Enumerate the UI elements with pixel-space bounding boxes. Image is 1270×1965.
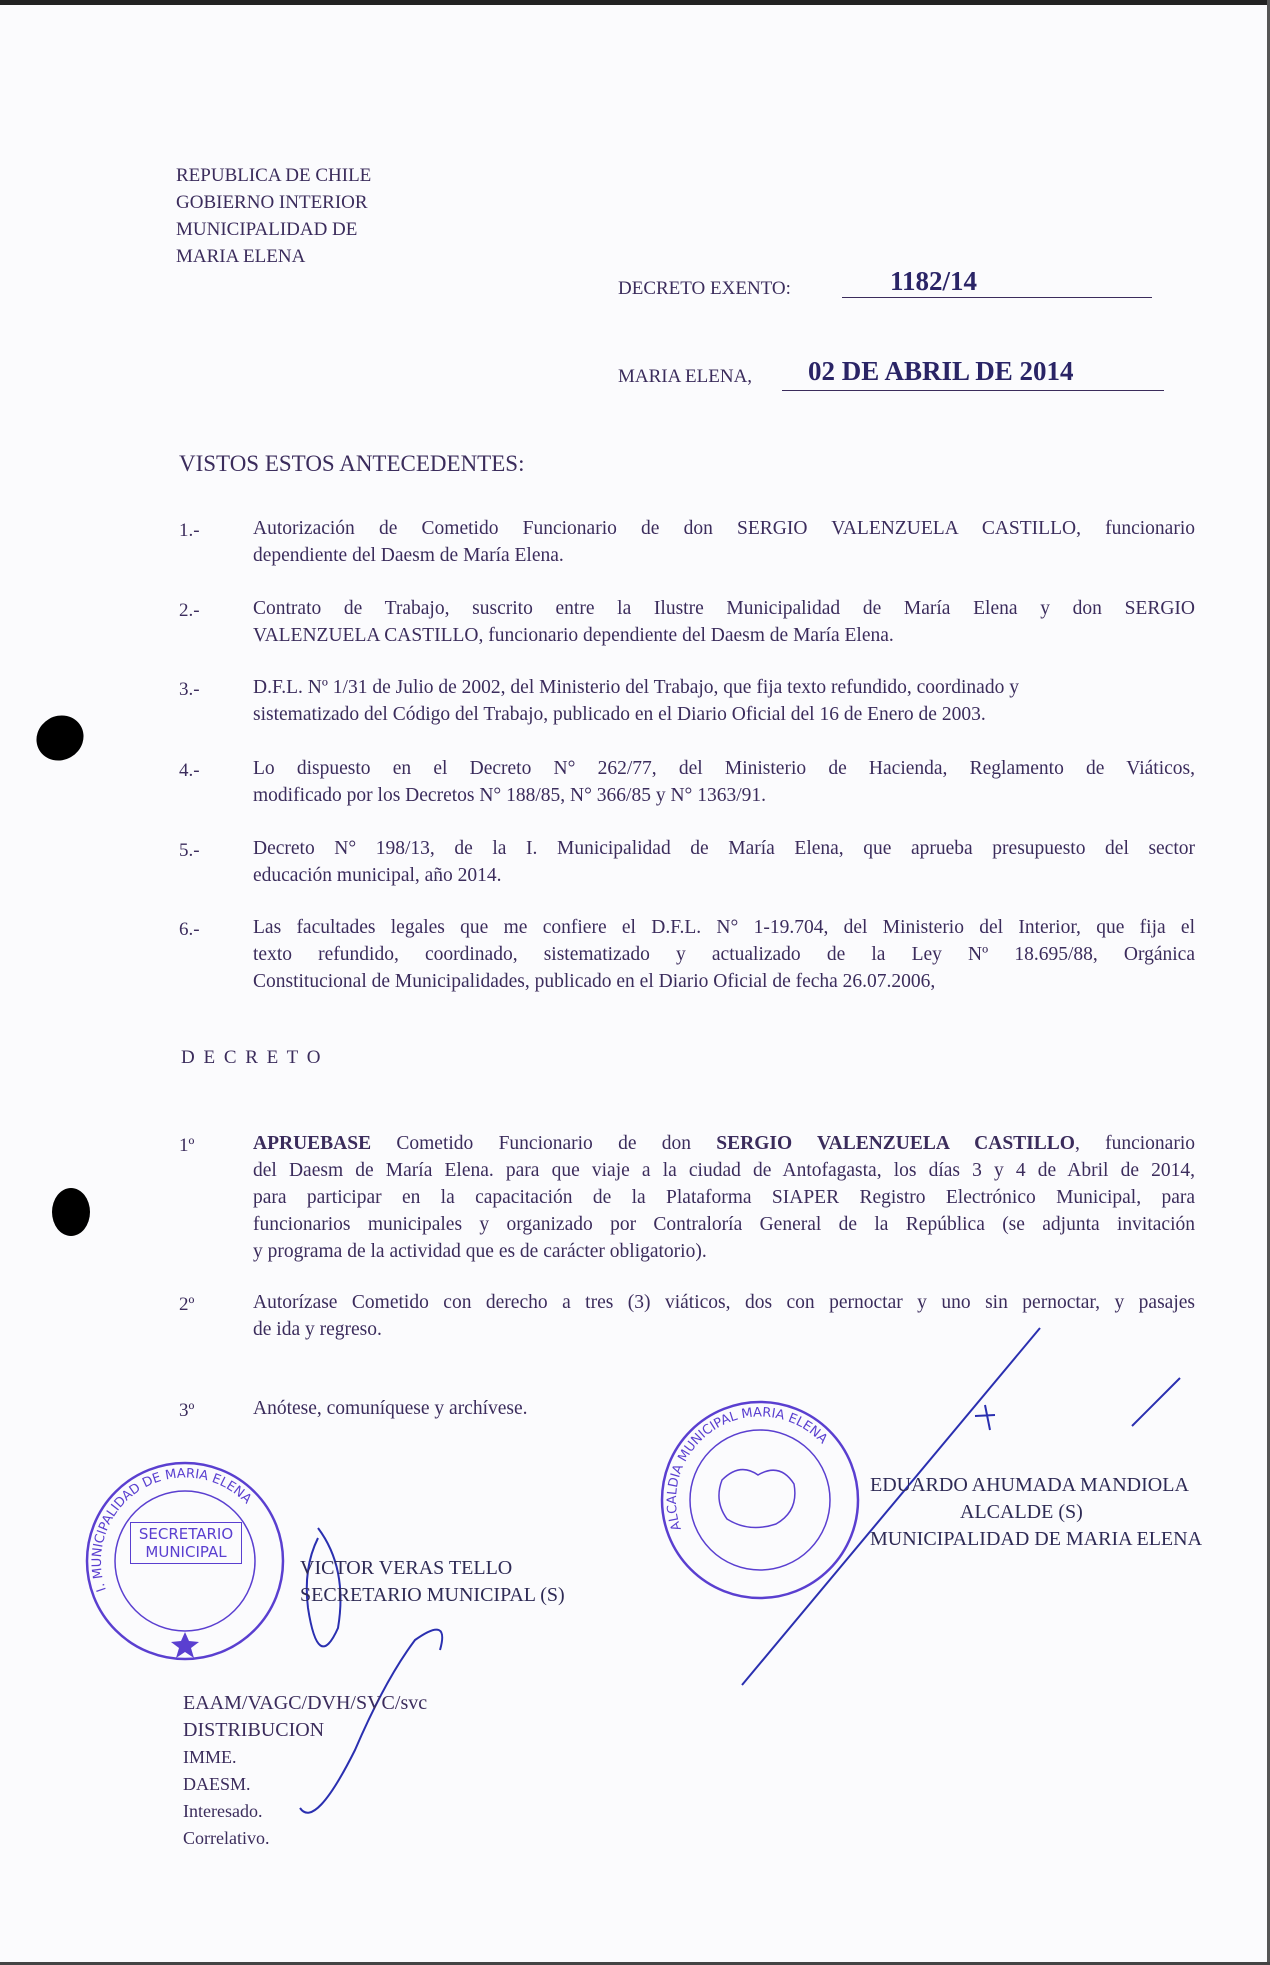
- article-line: y programa de la actividad que es de carácter obligatorio).: [253, 1241, 707, 1262]
- header-line: GOBIERNO INTERIOR: [176, 192, 368, 213]
- secretary-title: SECRETARIO MUNICIPAL (S): [300, 1584, 565, 1606]
- place-label: MARIA ELENA,: [618, 366, 753, 387]
- mayor-organization: MUNICIPALIDAD DE MARIA ELENA: [870, 1528, 1203, 1550]
- decree-number: 1182/14: [890, 266, 978, 296]
- item-line: Lo dispuesto en el Decreto N° 262/77, del Ministerio de Hacienda, Reglamento de Viáticos,: [253, 758, 1195, 779]
- initials: EAAM/VAGC/DVH/SVC/svc: [183, 1692, 428, 1714]
- article-line: funcionarios municipales y organizado por Contraloría General de la República (se adjunta invitación: [253, 1214, 1195, 1235]
- header-line: MUNICIPALIDAD DE: [176, 219, 358, 240]
- item-line: dependiente del Daesm de María Elena.: [253, 545, 564, 566]
- article-line: para participar en la capacitación de la Plataforma SIAPER Registro Electrónico Municipal, para: [253, 1187, 1195, 1208]
- official-name: SERGIO VALENZUELA CASTILLO: [716, 1133, 1075, 1154]
- approve-keyword: APRUEBASE: [253, 1133, 372, 1154]
- item-number: 3.-: [179, 679, 200, 700]
- article-line: Anótese, comuníquese y archívese.: [253, 1398, 528, 1419]
- item-number: 5.-: [179, 840, 200, 861]
- vistos-title: VISTOS ESTOS ANTECEDENTES:: [179, 451, 525, 476]
- article-line: del Daesm de María Elena. para que viaje a la ciudad de Antofagasta, los días 3 y 4 de Abril de 2014,: [253, 1160, 1195, 1181]
- item-line: Decreto N° 198/13, de la I. Municipalidad de María Elena, que aprueba presupuesto del sector: [253, 838, 1195, 859]
- item-number: 4.-: [179, 760, 200, 781]
- star-icon: [171, 1632, 199, 1658]
- stamp-ring-text: I. MUNICIPALIDAD DE MARIA ELENA: [89, 1466, 255, 1594]
- text: Cometido Funcionario de don: [371, 1133, 717, 1154]
- item-number: 1.-: [179, 520, 200, 541]
- stamp-center-text: SECRETARIO MUNICIPAL: [130, 1522, 242, 1564]
- item-number: 6.-: [179, 919, 200, 940]
- recipient: DAESM.: [183, 1774, 251, 1794]
- item-line: Las facultades legales que me confiere el D.F.L. N° 1-19.704, del Ministerio del Interior, que fija el: [253, 917, 1195, 938]
- secretary-name: VICTOR VERAS TELLO: [300, 1557, 513, 1579]
- mayor-stamp: [662, 1402, 858, 1598]
- article-number: 3º: [179, 1400, 195, 1421]
- header-line: MARIA ELENA: [176, 246, 306, 267]
- recipient: IMME.: [183, 1747, 237, 1767]
- item-line: Autorización de Cometido Funcionario de don SERGIO VALENZUELA CASTILLO, funcionario: [253, 518, 1195, 539]
- item-line: sistematizado del Código del Trabajo, publicado en el Diario Oficial del 16 de Enero de 2003.: [253, 704, 986, 725]
- item-line: Constitucional de Municipalidades, publicado en el Diario Oficial de fecha 26.07.2006,: [253, 971, 936, 992]
- decreto-title: D E C R E T O: [181, 1047, 323, 1068]
- coat-of-arms-icon: [719, 1470, 795, 1528]
- item-line: D.F.L. Nº 1/31 de Julio de 2002, del Ministerio del Trabajo, que fija texto refundido, coordinado y: [253, 677, 1019, 698]
- text: , funcionario: [1074, 1133, 1195, 1154]
- mayor-name: EDUARDO AHUMADA MANDIOLA: [870, 1474, 1189, 1496]
- article-line: Autorízase Cometido con derecho a tres (3) viáticos, dos con pernoctar y uno sin pernoctar, y pasajes: [253, 1292, 1195, 1313]
- header-line: REPUBLICA DE CHILE: [176, 165, 372, 186]
- item-number: 2.-: [179, 600, 200, 621]
- recipient: Interesado.: [183, 1801, 263, 1821]
- recipient: Correlativo.: [183, 1828, 270, 1848]
- article-number: 1º: [179, 1135, 195, 1156]
- mayor-title: ALCALDE (S): [960, 1501, 1083, 1523]
- item-line: educación municipal, año 2014.: [253, 865, 502, 886]
- distribution-title: DISTRIBUCION: [183, 1719, 325, 1741]
- decree-date: 02 DE ABRIL DE 2014: [808, 356, 1074, 386]
- item-line: VALENZUELA CASTILLO, funcionario dependiente del Daesm de María Elena.: [253, 625, 894, 646]
- decree-exento-label: DECRETO EXENTO:: [618, 278, 791, 299]
- item-line: Contrato de Trabajo, suscrito entre la Ilustre Municipalidad de María Elena y don SERGIO: [253, 598, 1195, 619]
- distribution-block: [183, 1690, 427, 1852]
- article-line: de ida y regreso.: [253, 1319, 382, 1340]
- item-line: modificado por los Decretos N° 188/85, N° 366/85 y N° 1363/91.: [253, 785, 766, 806]
- article-number: 2º: [179, 1294, 195, 1315]
- stamp-ring-text: ALCALDIA MUNICIPAL MARIA ELENA: [664, 1405, 831, 1533]
- item-line: texto refundido, coordinado, sistematizado y actualizado de la Ley Nº 18.695/88, Orgánica: [253, 944, 1195, 965]
